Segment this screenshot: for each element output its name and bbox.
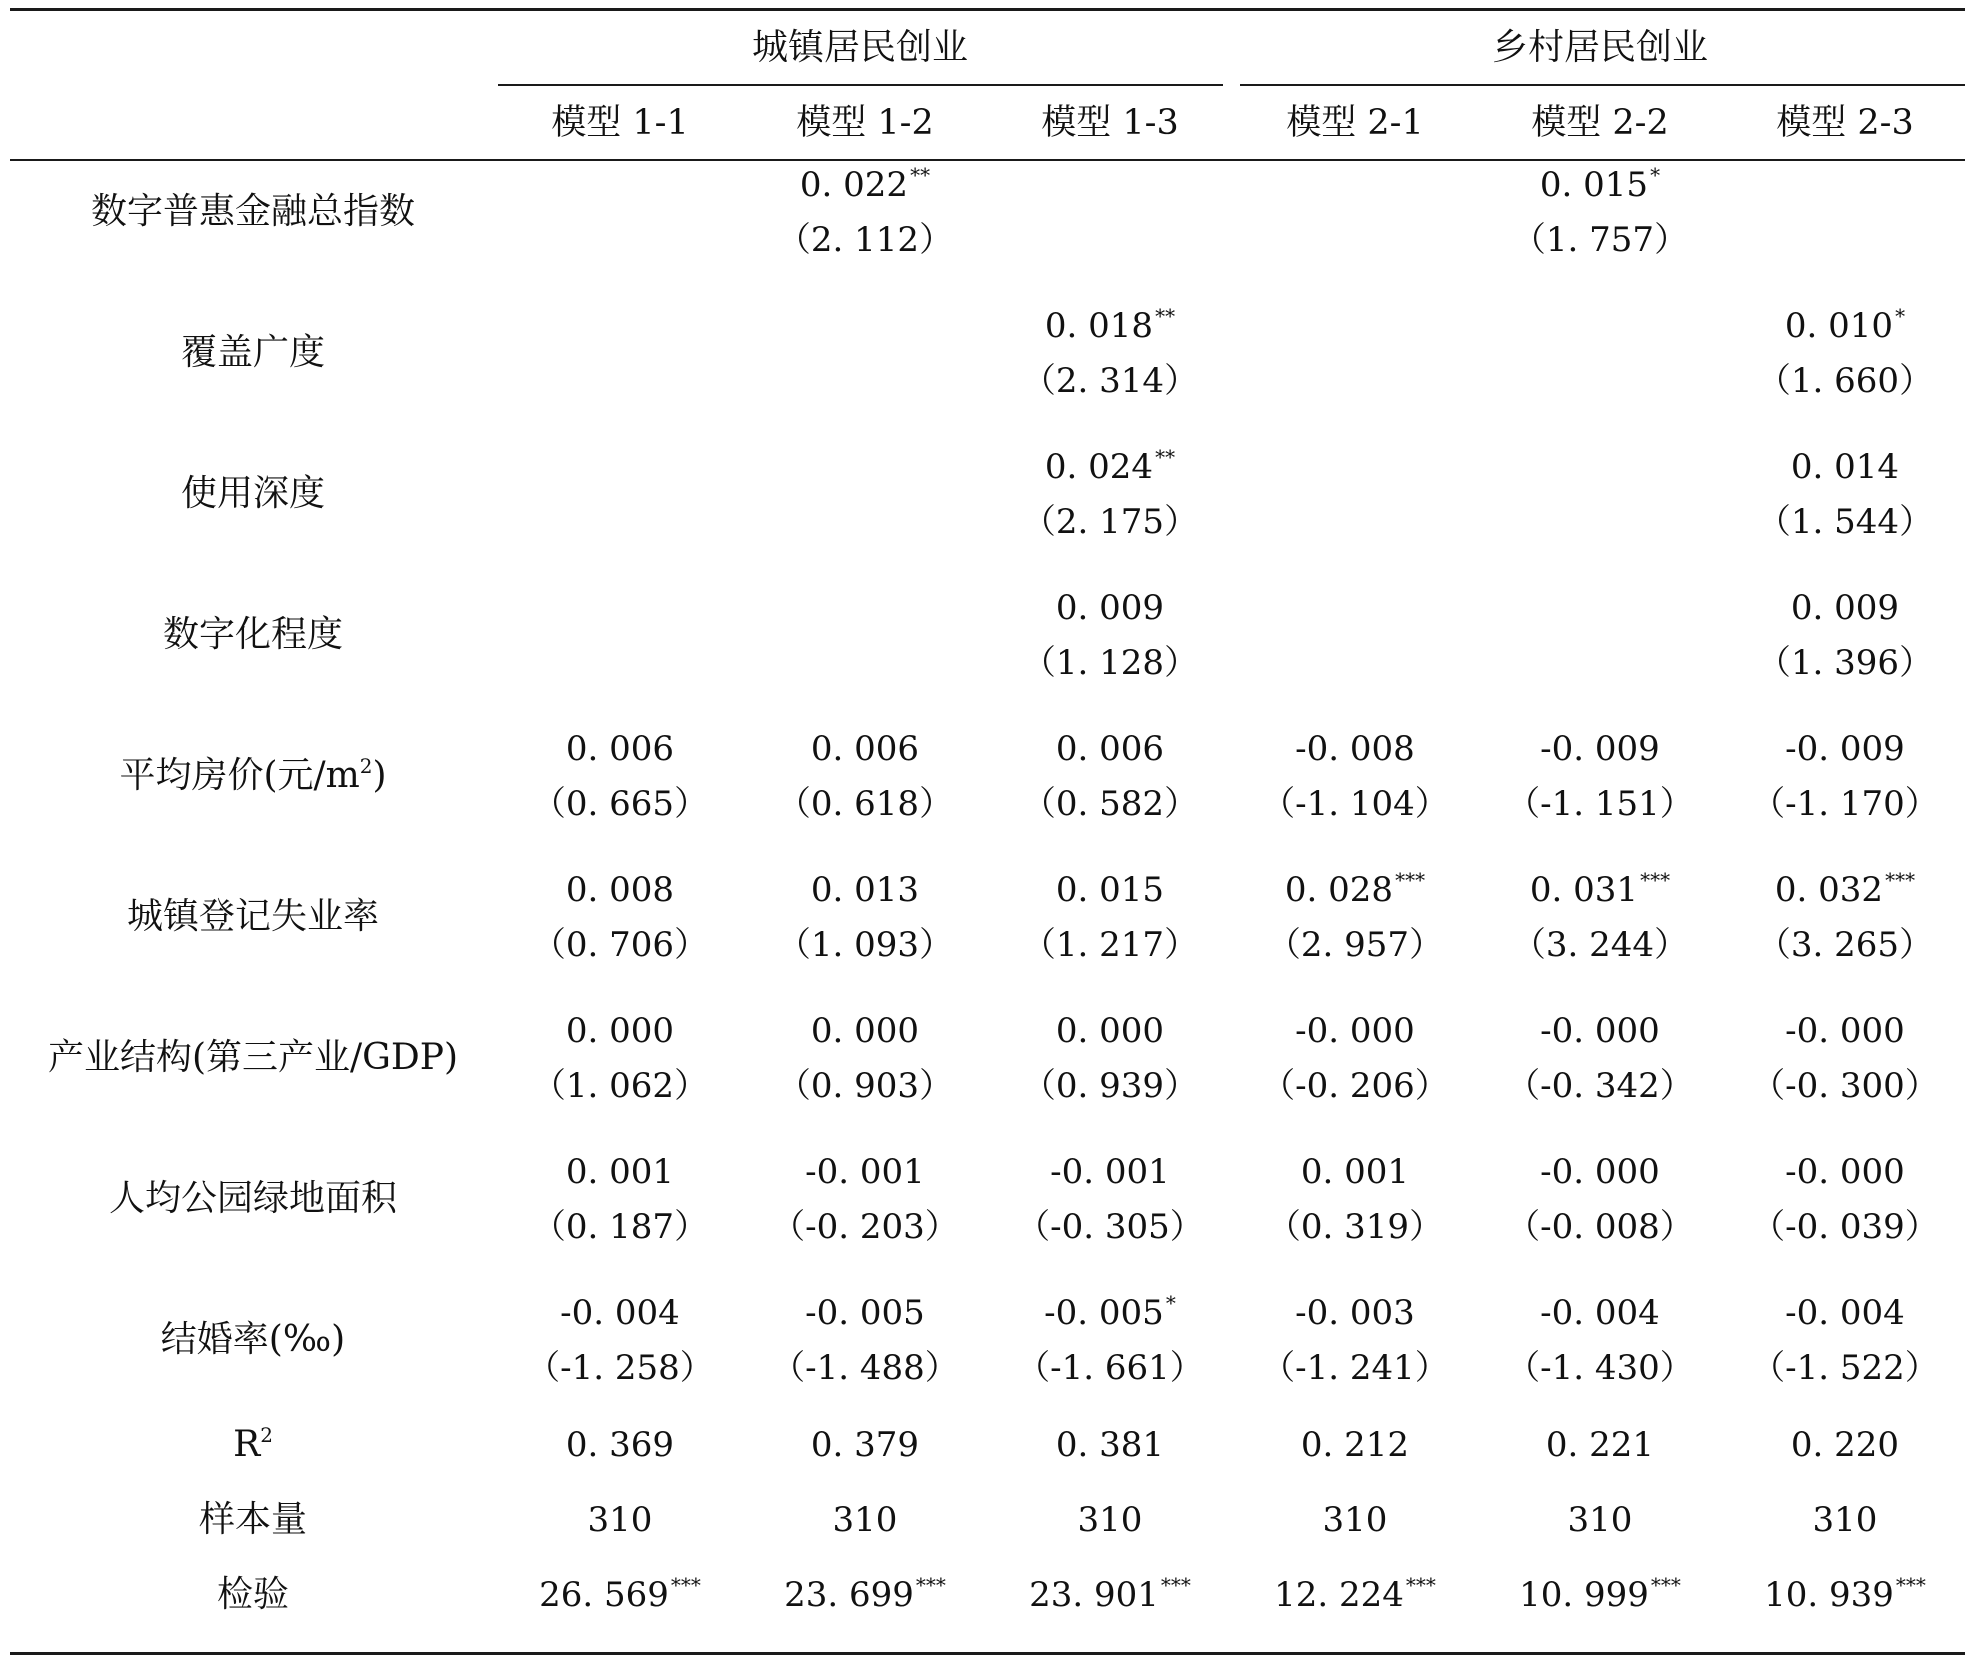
column-header-label: 模型 2-1: [1286, 103, 1424, 143]
t-statistic: [735, 1066, 995, 1106]
t-statistic: [980, 361, 1240, 401]
t-statistic: [1715, 1348, 1971, 1388]
t-statistic-value: （0. 582）: [1021, 784, 1199, 824]
t-statistic: [1715, 1207, 1971, 1247]
column-header: [745, 103, 985, 143]
coefficient-value: 0. 006: [565, 729, 675, 769]
group-underline-urban: [498, 84, 1223, 86]
stat-value: [990, 1425, 1230, 1465]
coefficient-value: -0. 000: [1785, 1152, 1905, 1192]
t-statistic-value: （-1. 170）: [1751, 784, 1939, 824]
row-label-text: 平均房价(元/m: [119, 755, 360, 796]
stat-value: [500, 1425, 740, 1465]
coefficient: [1725, 729, 1965, 769]
t-statistic: [980, 643, 1240, 683]
t-statistic-value: （1. 217）: [1021, 925, 1199, 965]
coefficient: [1725, 1011, 1965, 1051]
t-statistic-value: （0. 903）: [776, 1066, 954, 1106]
coefficient: [500, 1152, 740, 1192]
t-statistic-value: （1. 093）: [776, 925, 954, 965]
significance-stars: **: [1155, 445, 1176, 469]
stat-value-text: 0. 220: [1790, 1425, 1900, 1465]
t-statistic-value: （-1. 241）: [1261, 1348, 1449, 1388]
t-statistic-value: （-1. 488）: [771, 1348, 959, 1388]
t-statistic-value: （-1. 151）: [1506, 784, 1694, 824]
t-statistic-value: （0. 665）: [531, 784, 709, 824]
significance-stars: *: [1165, 1291, 1176, 1315]
t-statistic-value: （-1. 522）: [1751, 1348, 1939, 1388]
significance-stars: ***: [670, 1573, 701, 1597]
coefficient: [990, 729, 1230, 769]
t-statistic-value: （-0. 203）: [771, 1207, 959, 1247]
t-statistic-value: （2. 112）: [776, 220, 954, 260]
coefficient: [1235, 1293, 1475, 1333]
t-statistic: [1715, 1066, 1971, 1106]
column-header-label: 模型 1-2: [796, 103, 934, 143]
stat-value: [1725, 1575, 1965, 1615]
coefficient: [1725, 1152, 1965, 1192]
bottom-rule: [10, 1652, 1965, 1655]
stat-value-text: 310: [832, 1500, 898, 1540]
t-statistic: [1225, 1066, 1485, 1106]
coefficient-value: 0. 006: [810, 729, 920, 769]
column-header-label: 模型 1-3: [1041, 103, 1179, 143]
coefficient-value: -0. 000: [1540, 1011, 1660, 1051]
coefficient-value: 0. 000: [565, 1011, 675, 1051]
significance-stars: ***: [1650, 1573, 1681, 1597]
row-label: [8, 615, 498, 655]
coefficient: [1480, 1011, 1720, 1051]
stat-label: [8, 1500, 498, 1540]
significance-stars: ***: [1395, 868, 1426, 892]
coefficient: [990, 588, 1230, 628]
coefficient: [500, 729, 740, 769]
coefficient-value: -0. 004: [1540, 1293, 1660, 1333]
t-statistic-value: （-1. 661）: [1016, 1348, 1204, 1388]
t-statistic-value: （1. 660）: [1756, 361, 1934, 401]
stat-value: [745, 1500, 985, 1540]
coefficient: [500, 1011, 740, 1051]
coefficient: [1480, 729, 1720, 769]
t-statistic-value: （3. 265）: [1756, 925, 1934, 965]
stat-value: [500, 1500, 740, 1540]
t-statistic-value: （-0. 008）: [1506, 1207, 1694, 1247]
t-statistic: [735, 1207, 995, 1247]
coefficient: [1480, 165, 1720, 205]
stat-value-text: 12. 224: [1274, 1575, 1404, 1615]
t-statistic: [1225, 1207, 1485, 1247]
stat-value: [500, 1575, 740, 1615]
coefficient-value: -0. 004: [560, 1293, 680, 1333]
t-statistic-value: （0. 187）: [531, 1207, 709, 1247]
stat-label-text: R: [233, 1424, 261, 1465]
t-statistic-value: （0. 618）: [776, 784, 954, 824]
coefficient: [1480, 1293, 1720, 1333]
coefficient-value: 0. 015: [1539, 165, 1649, 205]
stat-value-text: 10. 939: [1764, 1575, 1894, 1615]
row-label-text: 覆盖广度: [180, 332, 325, 373]
coefficient-value: 0. 018: [1044, 306, 1154, 346]
significance-stars: *: [1895, 304, 1906, 328]
coefficient: [1725, 447, 1965, 487]
group-header-rural: [1350, 28, 1850, 68]
coefficient-value: 0. 000: [810, 1011, 920, 1051]
coefficient-value: 0. 008: [565, 870, 675, 910]
t-statistic-value: （2. 314）: [1021, 361, 1199, 401]
coefficient: [500, 1293, 740, 1333]
column-header: [500, 103, 740, 143]
coefficient-value: -0. 003: [1295, 1293, 1415, 1333]
row-label: [8, 1038, 498, 1078]
t-statistic: [490, 1066, 750, 1106]
t-statistic: [735, 784, 995, 824]
t-statistic-value: （-0. 039）: [1751, 1207, 1939, 1247]
row-label: [8, 1320, 498, 1360]
t-statistic: [1470, 1066, 1730, 1106]
t-statistic: [490, 1207, 750, 1247]
t-statistic: [1715, 643, 1971, 683]
t-statistic: [1470, 1207, 1730, 1247]
coefficient-value: -0. 008: [1295, 729, 1415, 769]
significance-stars: ***: [915, 1573, 946, 1597]
coefficient-value: -0. 000: [1540, 1152, 1660, 1192]
significance-stars: **: [910, 163, 931, 187]
coefficient-value: -0. 000: [1785, 1011, 1905, 1051]
stat-value: [745, 1575, 985, 1615]
t-statistic: [980, 1066, 1240, 1106]
t-statistic-value: （1. 757）: [1511, 220, 1689, 260]
coefficient-value: -0. 001: [1050, 1152, 1170, 1192]
t-statistic-value: （2. 957）: [1266, 925, 1444, 965]
stat-value: [1725, 1425, 1965, 1465]
stat-value: [990, 1500, 1230, 1540]
coefficient-value: 0. 010: [1784, 306, 1894, 346]
coefficient: [1235, 870, 1475, 910]
coefficient-value: 0. 028: [1284, 870, 1394, 910]
coefficient: [1480, 870, 1720, 910]
coefficient-value: -0. 009: [1540, 729, 1660, 769]
coefficient: [745, 870, 985, 910]
coefficient-value: 0. 001: [565, 1152, 675, 1192]
t-statistic-value: （1. 062）: [531, 1066, 709, 1106]
stat-value: [1480, 1500, 1720, 1540]
column-header-label: 模型 2-3: [1776, 103, 1914, 143]
coefficient: [990, 306, 1230, 346]
t-statistic-value: （3. 244）: [1511, 925, 1689, 965]
row-label-text: 数字普惠金融总指数: [90, 191, 415, 232]
significance-stars: ***: [1160, 1573, 1191, 1597]
t-statistic-value: （-0. 206）: [1261, 1066, 1449, 1106]
row-label-text: 人均公园绿地面积: [108, 1178, 397, 1219]
row-label: [8, 192, 498, 232]
coefficient: [500, 870, 740, 910]
column-header-label: 模型 1-1: [551, 103, 689, 143]
coefficient-value: -0. 009: [1785, 729, 1905, 769]
coefficient-value: 0. 013: [810, 870, 920, 910]
stat-value-text: 23. 901: [1029, 1575, 1159, 1615]
column-header: [1235, 103, 1475, 143]
coefficient: [1480, 1152, 1720, 1192]
significance-stars: *: [1650, 163, 1661, 187]
coefficient: [1235, 1152, 1475, 1192]
coefficient: [745, 165, 985, 205]
stat-value-text: 310: [1567, 1500, 1633, 1540]
stat-label-text: 样本量: [198, 1499, 307, 1540]
t-statistic-value: （-0. 305）: [1016, 1207, 1204, 1247]
t-statistic: [735, 1348, 995, 1388]
stat-label: [8, 1575, 498, 1615]
coefficient: [1725, 1293, 1965, 1333]
significance-stars: ***: [1885, 868, 1916, 892]
coefficient-value: 0. 024: [1044, 447, 1154, 487]
stat-value-text: 23. 699: [784, 1575, 914, 1615]
stat-value: [745, 1425, 985, 1465]
coefficient-value: 0. 032: [1774, 870, 1884, 910]
t-statistic: [980, 1348, 1240, 1388]
t-statistic-value: （-0. 300）: [1751, 1066, 1939, 1106]
t-statistic-value: （-0. 342）: [1506, 1066, 1694, 1106]
coefficient-value: -0. 001: [805, 1152, 925, 1192]
row-label: [8, 1179, 498, 1219]
coefficient-value: 0. 031: [1529, 870, 1639, 910]
stat-value: [1235, 1575, 1475, 1615]
row-label-text: 产业结构(第三产业/GDP): [47, 1037, 459, 1078]
column-header: [1480, 103, 1720, 143]
header-bottom-rule: [10, 159, 1965, 161]
coefficient: [745, 1011, 985, 1051]
row-label-text: 城镇登记失业率: [126, 896, 379, 937]
coefficient: [990, 1152, 1230, 1192]
coefficient-value: 0. 022: [799, 165, 909, 205]
t-statistic-value: （0. 939）: [1021, 1066, 1199, 1106]
significance-stars: ***: [1895, 1573, 1926, 1597]
t-statistic-value: （2. 175）: [1021, 502, 1199, 542]
coefficient-value: 0. 014: [1790, 447, 1900, 487]
row-label: [8, 333, 498, 373]
t-statistic: [1715, 784, 1971, 824]
stat-value: [1725, 1500, 1965, 1540]
t-statistic: [735, 925, 995, 965]
significance-stars: **: [1155, 304, 1176, 328]
stat-value-text: 310: [1812, 1500, 1878, 1540]
stat-value: [1480, 1425, 1720, 1465]
t-statistic: [1470, 784, 1730, 824]
stat-value-text: 0. 221: [1545, 1425, 1655, 1465]
t-statistic: [1470, 220, 1730, 260]
row-label-superscript: 2: [359, 754, 373, 778]
coefficient-value: -0. 004: [1785, 1293, 1905, 1333]
stat-value: [1480, 1575, 1720, 1615]
t-statistic: [1225, 784, 1485, 824]
stat-value: [990, 1575, 1230, 1615]
row-label-text: 结婚率(‰): [160, 1319, 346, 1360]
stat-value-text: 26. 569: [539, 1575, 669, 1615]
coefficient-value: -0. 000: [1295, 1011, 1415, 1051]
t-statistic-value: （1. 128）: [1021, 643, 1199, 683]
t-statistic: [1715, 361, 1971, 401]
t-statistic: [980, 784, 1240, 824]
stat-value-text: 0. 369: [565, 1425, 675, 1465]
coefficient: [1235, 1011, 1475, 1051]
stat-value-text: 310: [1077, 1500, 1143, 1540]
t-statistic: [980, 925, 1240, 965]
coefficient: [1235, 729, 1475, 769]
coefficient: [1725, 306, 1965, 346]
row-label-text: 使用深度: [180, 473, 325, 514]
column-header: [1725, 103, 1965, 143]
column-header-label: 模型 2-2: [1531, 103, 1669, 143]
t-statistic: [1470, 925, 1730, 965]
row-label-text: 数字化程度: [162, 614, 343, 655]
stat-value-text: 0. 381: [1055, 1425, 1165, 1465]
column-header: [990, 103, 1230, 143]
t-statistic: [490, 784, 750, 824]
t-statistic-value: （0. 706）: [531, 925, 709, 965]
t-statistic-value: （1. 396）: [1756, 643, 1934, 683]
t-statistic: [490, 925, 750, 965]
stat-value: [1235, 1425, 1475, 1465]
coefficient: [1725, 588, 1965, 628]
group-header-label: 城镇居民创业: [751, 27, 968, 68]
t-statistic-value: （-1. 104）: [1261, 784, 1449, 824]
row-label: [8, 897, 498, 937]
t-statistic-value: （-1. 258）: [526, 1348, 714, 1388]
t-statistic: [735, 220, 995, 260]
t-statistic: [1225, 1348, 1485, 1388]
row-label-tail: ): [372, 755, 387, 796]
coefficient: [745, 1293, 985, 1333]
stat-label-text: 检验: [216, 1574, 289, 1615]
coefficient: [990, 447, 1230, 487]
stat-value-text: 0. 379: [810, 1425, 920, 1465]
coefficient-value: -0. 005: [805, 1293, 925, 1333]
t-statistic: [1225, 925, 1485, 965]
stat-value-text: 310: [587, 1500, 653, 1540]
row-label: [8, 474, 498, 514]
coefficient-value: 0. 000: [1055, 1011, 1165, 1051]
group-header-label: 乡村居民创业: [1491, 27, 1708, 68]
stat-value-text: 10. 999: [1519, 1575, 1649, 1615]
coefficient: [1725, 870, 1965, 910]
stat-label: [8, 1425, 498, 1465]
significance-stars: ***: [1640, 868, 1671, 892]
t-statistic-value: （1. 544）: [1756, 502, 1934, 542]
coefficient: [745, 1152, 985, 1192]
coefficient-value: 0. 001: [1300, 1152, 1410, 1192]
stat-value-text: 310: [1322, 1500, 1388, 1540]
row-label: [8, 756, 498, 796]
coefficient-value: -0. 005: [1044, 1293, 1164, 1333]
t-statistic: [980, 1207, 1240, 1247]
coefficient: [990, 1293, 1230, 1333]
group-underline-rural: [1240, 84, 1965, 86]
coefficient-value: 0. 009: [1055, 588, 1165, 628]
coefficient-value: 0. 015: [1055, 870, 1165, 910]
t-statistic: [1470, 1348, 1730, 1388]
t-statistic: [980, 502, 1240, 542]
t-statistic-value: （-1. 430）: [1506, 1348, 1694, 1388]
group-header-urban: [610, 28, 1110, 68]
stat-value: [1235, 1500, 1475, 1540]
top-rule: [10, 8, 1965, 11]
t-statistic-value: （0. 319）: [1266, 1207, 1444, 1247]
coefficient: [745, 729, 985, 769]
coefficient-value: 0. 009: [1790, 588, 1900, 628]
coefficient-value: 0. 006: [1055, 729, 1165, 769]
significance-stars: ***: [1405, 1573, 1436, 1597]
stat-label-superscript: 2: [260, 1423, 273, 1447]
t-statistic: [490, 1348, 750, 1388]
t-statistic: [1715, 502, 1971, 542]
coefficient: [990, 870, 1230, 910]
stat-value-text: 0. 212: [1300, 1425, 1410, 1465]
coefficient: [990, 1011, 1230, 1051]
t-statistic: [1715, 925, 1971, 965]
